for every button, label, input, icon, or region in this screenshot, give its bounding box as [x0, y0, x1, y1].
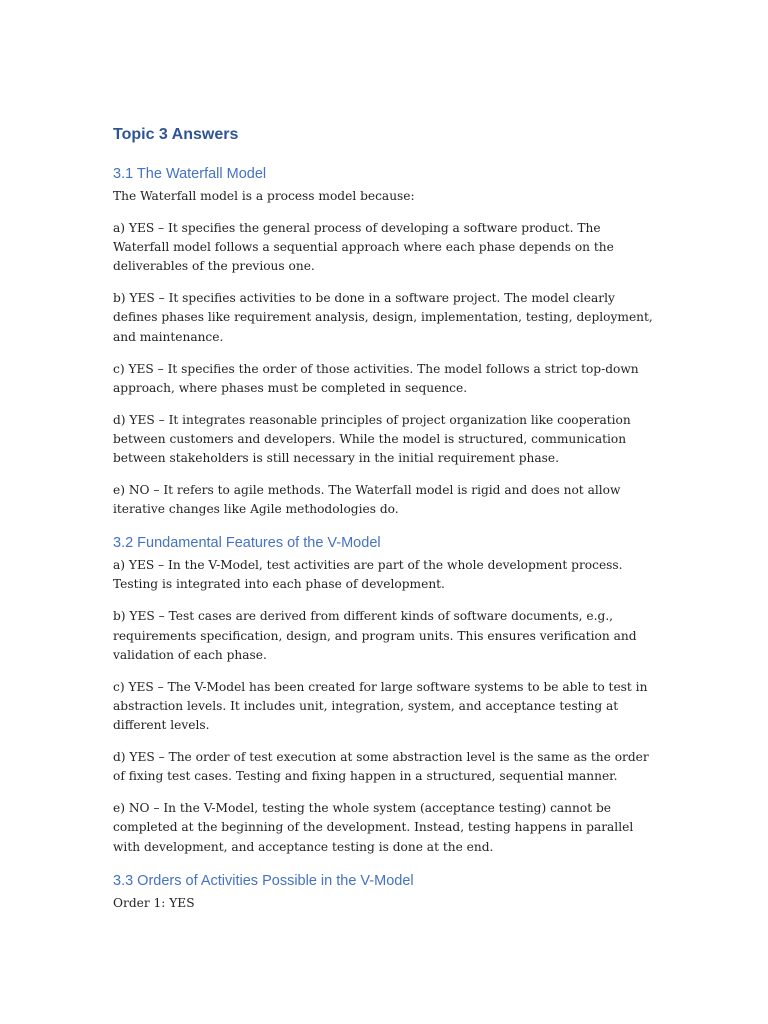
section-heading: 3.1 The Waterfall Model: [113, 166, 267, 182]
section-waterfall-model: [113, 163, 660, 520]
answer-item-a: a) YES – It specifies the general process of developing a software product. The Waterfall model follows a sequential approach where each phase depends on the deliverables of the previous one.: [113, 220, 614, 274]
section-heading: 3.2 Fundamental Features of the V-Model: [113, 535, 381, 552]
answer-item-a: a) YES – In the V-Model, test activities are part of the whole development process. Testing is integrated into each phase of development.: [113, 558, 623, 592]
answer-item-b: b) YES – Test cases are derived from different kinds of software documents, e.g., requirements specification, design, and program units. This ensures verification and validation of each phase.: [113, 609, 637, 662]
answer-item-c: c) YES – It specifies the order of those activities. The model follows a strict top-down approach, where phases must be completed in sequence.: [113, 361, 639, 395]
section-v-model-orders: [113, 870, 660, 913]
answer-item-d: d) YES – It integrates reasonable principles of project organization like cooperation between customers and developers. While the model is structured, communication between stakeholders is still necessary in the initial requirement phase.: [113, 412, 631, 466]
answer-item-c: c) YES – The V-Model has been created for large software systems to be able to test in abstraction levels. It includes unit, integration, system, and acceptance testing at different levels.: [113, 679, 648, 733]
section-v-model-features: [113, 532, 660, 857]
answer-item-b: b) YES – It specifies activities to be done in a software project. The model clearly defines phases like requirement analysis, design, implementation, testing, deployment, and maintenance.: [113, 291, 653, 344]
answer-item-d: d) YES – The order of test execution at some abstraction level is the same as the order of fixing test cases. Testing and fixing happen in a structured, sequential manner.: [113, 750, 649, 784]
document-title: Topic 3 Answers: [113, 126, 239, 143]
answer-item-e: e) NO – In the V-Model, testing the whole system (acceptance testing) cannot be completed at the beginning of the development. Instead, testing happens in parallel with development, and acceptance testing is done at the end.: [113, 801, 634, 854]
section-intro: The Waterfall model is a process model because:: [113, 189, 415, 203]
answer-item-order-1: Order 1: YES: [113, 895, 195, 910]
section-heading: 3.3 Orders of Activities Possible in the V-Model: [113, 872, 414, 889]
answer-item-e: e) NO – It refers to agile methods. The Waterfall model is rigid and does not allow iterative changes like Agile methodologies do.: [113, 483, 621, 517]
